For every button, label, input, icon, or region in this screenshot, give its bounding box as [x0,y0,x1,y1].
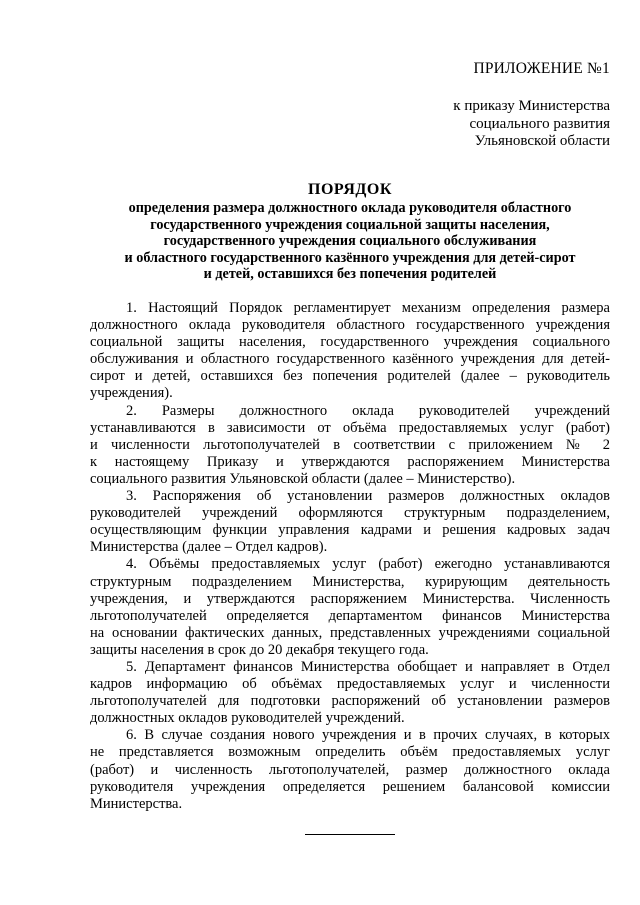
paragraph-line: 6. В случае создания нового учреждения и в прочих случаях, в которых [126,727,610,744]
paragraph-3 [90,488,610,556]
paragraph-line: к настоящему Приказу и утверждаются распоряжением Министерства [90,453,610,470]
footer-separator-line [305,834,395,835]
paragraph-line: социальной защиты населения, государственного учреждения социального [90,334,610,351]
order-ref-line: социального развития [469,115,610,132]
document-heading [90,180,610,283]
paragraph-line: Министерства (далее – Отдел кадров). [90,539,328,556]
paragraph-line: кадров информацию об объёмах предоставляемых услуг и численности [90,676,610,693]
paragraph-line: осуществляющим функции управления кадрами и решения кадровых задач [90,522,610,539]
order-reference [453,98,610,151]
paragraph-line: должностного оклада руководителя областного государственного учреждения [90,317,610,334]
document-subtitle-line: и детей, оставшихся без попечения родителей [203,266,497,283]
paragraph-line: социального развития Ульяновской области (далее – Министерство). [90,470,516,487]
paragraph-line: учреждения). [90,385,173,402]
paragraph-line: устанавливаются в зависимости от объёма предоставляемых услуг (работ) [90,419,610,436]
paragraph-line: 1. Настоящий Порядок регламентирует механизм определения размера [126,300,610,316]
paragraph-line: руководителя учреждения определяется решением балансовой комиссии [90,778,610,795]
document-subtitle-line: государственного учреждения социального обслуживания [163,233,537,250]
paragraph-5 [90,659,610,727]
document-body [90,300,610,813]
document-title: ПОРЯДОК [308,181,392,198]
paragraph-line: сирот и детей, оставшихся без попечения родителей (далее – руководитель [90,368,610,385]
paragraph-line: 3. Распоряжения об установлении размеров должностных окладов [126,488,610,505]
paragraph-line: должностных окладов руководителей учреждений. [90,710,405,727]
paragraph-line: защиты населения в срок до 20 декабря текущего года. [90,641,429,658]
paragraph-4 [90,556,610,659]
paragraph-line: льготополучателей для подготовки распоряжений об установлении размеров [90,693,610,710]
paragraph-line: (работ) и численность льготополучателей, размер должностного оклада [90,761,610,778]
paragraph-line: не представляется возможным определить объём предоставляемых услуг [90,744,610,761]
order-ref-line: к приказу Министерства [453,98,610,114]
paragraph-line: 5. Департамент финансов Министерства обобщает и направляет в Отдел [126,658,610,675]
paragraph-line: на основании фактических данных, представленных учреждениями социальной [90,624,610,641]
paragraph-line: руководителей учреждений оформляются структурным подразделением, [90,505,610,522]
paragraph-1 [90,300,610,403]
paragraph-line: 2. Размеры должностного оклада руководителей учреждений [126,402,610,419]
document-subtitle-line: определения размера должностного оклада руководителя областного [128,200,572,216]
paragraph-line: учреждения, и утверждаются распоряжением Министерства. Численность [90,590,610,607]
paragraph-line: и численности льготополучателей в соответствии с приложением № 2 [90,436,610,453]
paragraph-2 [90,403,610,488]
appendix-title: ПРИЛОЖЕНИЕ №1 [473,60,610,77]
paragraph-line: структурным подразделением Министерства, курирующим деятельность [90,573,610,590]
document-subtitle-line: и областного государственного казённого учреждения для детей-сирот [124,249,576,266]
paragraph-line: обслуживания и областного государственного казённого учреждения для детей- [90,351,610,368]
paragraph-6 [90,727,610,812]
paragraph-line: 4. Объёмы предоставляемых услуг (работ) ежегодно устанавливаются [126,556,610,573]
paragraph-line: Министерства. [90,795,183,812]
order-ref-line: Ульяновской области [474,133,610,149]
document-subtitle-line: государственного учреждения социальной защиты населения, [150,216,550,233]
paragraph-line: льготополучателей определяется департаментом финансов Министерства [90,607,610,624]
